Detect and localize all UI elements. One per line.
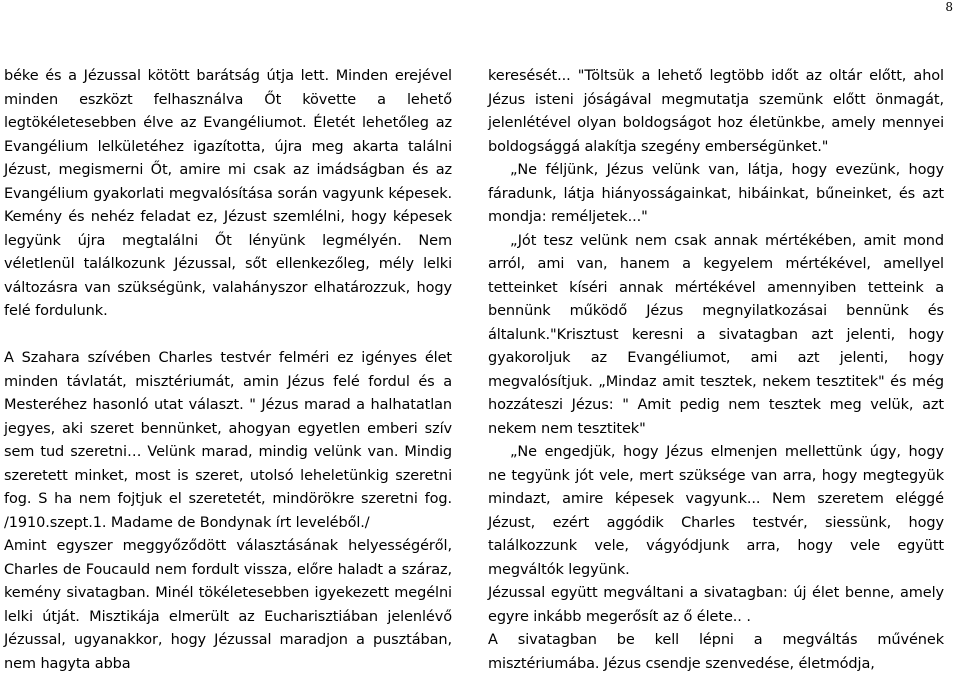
page-number: 8 (945, 0, 953, 14)
paragraph: „Ne engedjük, hogy Jézus elmenjen mellettünk úgy, hogy ne tegyünk jót vele, mert szüksége van arra, hogy megtegyük mindazt, amire képesek vagyunk... Nem szeretem eléggé Jézust, ezért aggódik Charles testvér, siessünk, hogy találkozzunk vele, vágyódjunk arra, hogy vele együtt megváltók legyünk. (488, 444, 944, 578)
right-text-column (488, 65, 944, 676)
left-text-column (4, 65, 452, 676)
paragraph: A Szahara szívében Charles testvér felméri ez igényes élet minden távlatát, misztériumát, amin Jézus felé fordul és a Mesteréhez hasonló utat választ. " Jézus marad a halhatatlan jegyes, aki szeret bennünket, ahogyan egyetlen emberi szív sem tud szeretni… Velünk marad, mindig velünk van. Mindig szeretett minket, most is szeret, utolsó leheletünkig szeretni fog. S ha nem fojtjuk el szeretetét, mindörökre szeretni fog. /1910.szept.1. Madame de Bondynak írt leveléből./ (4, 350, 452, 531)
paragraph: „Ne féljünk, Jézus velünk van, látja, hogy evezünk, hogy fáradunk, látja hiányosságainkat, hibáinkat, bűneinket, és azt mondja: reméljetek..." (488, 162, 944, 225)
paragraph: béke és a Jézussal kötött barátság útja lett. Minden erejével minden eszközt felhasználva Őt követte a lehető legtökéletesebben élve az Evangéliumot. Életét lehetőleg az Evangélium lelkületéhez igazította, újra meg akarta találni Jézust, megismerni Őt, amire mi csak az imádságban és az Evangélium gyakorlati megvalósítása során vagyunk képesek. Kemény és nehéz feladat ez, Jézust szemlélni, hogy képesek legyünk újra megtalálni Őt lényünk legmélyén. Nem véletlenül találkozunk Jézussal, sőt ellenkezőleg, mély lelki változásra van szükségünk, valahányszor elhatározzuk, hogy felé fordulunk. (4, 68, 452, 319)
paragraph: Jézussal együtt megváltani a sivatagban: új élet benne, amely egyre inkább megerősít az ő élete.. . (488, 585, 944, 625)
paragraph: „Jót tesz velünk nem csak annak mértékében, amit mond arról, ami van, hanem a kegyelem mértékével, amellyel tetteinket kíséri annak mértékével amennyiben tetteink a bennünk működő Jézus megnyilatkozásai bennünk és általunk."Krisztust keresni a sivatagban azt jelenti, hogy gyakoroljuk az Evangéliumot, ami azt jelenti, hogy megvalósítjuk. „Mindaz amit tesztek, nekem tesztitek" és még hozzáteszi Jézus: " Amit pedig nem tesztek meg velük, azt nekem nem tesztitek" (488, 232, 944, 437)
paragraph: keresését... "Töltsük a lehető legtöbb időt az oltár előtt, ahol Jézus isteni jóságával megmutatja szemünk előtt önmagát, jelenlétével olyan boldogságot hoz életünkbe, amely mennyei boldogsággá alakítja szegény emberségünket." (488, 68, 944, 155)
paragraph: Amint egyszer meggyőződött választásának helyességéről, Charles de Foucauld nem fordult vissza, előre haladt a száraz, kemény sivatagban. Minél tökéletesebben igyekezett megélni lelki útját. Misztikája elmerült az Eucharisztiában jelenlévő Jézussal, ugyanakkor, hogy Jézussal maradjon a pusztában, nem hagyta abba (4, 538, 452, 672)
paragraph: A sivatagban be kell lépni a megváltás művének misztériumába. Jézus csendje szenvedése, életmódja, (488, 632, 944, 672)
